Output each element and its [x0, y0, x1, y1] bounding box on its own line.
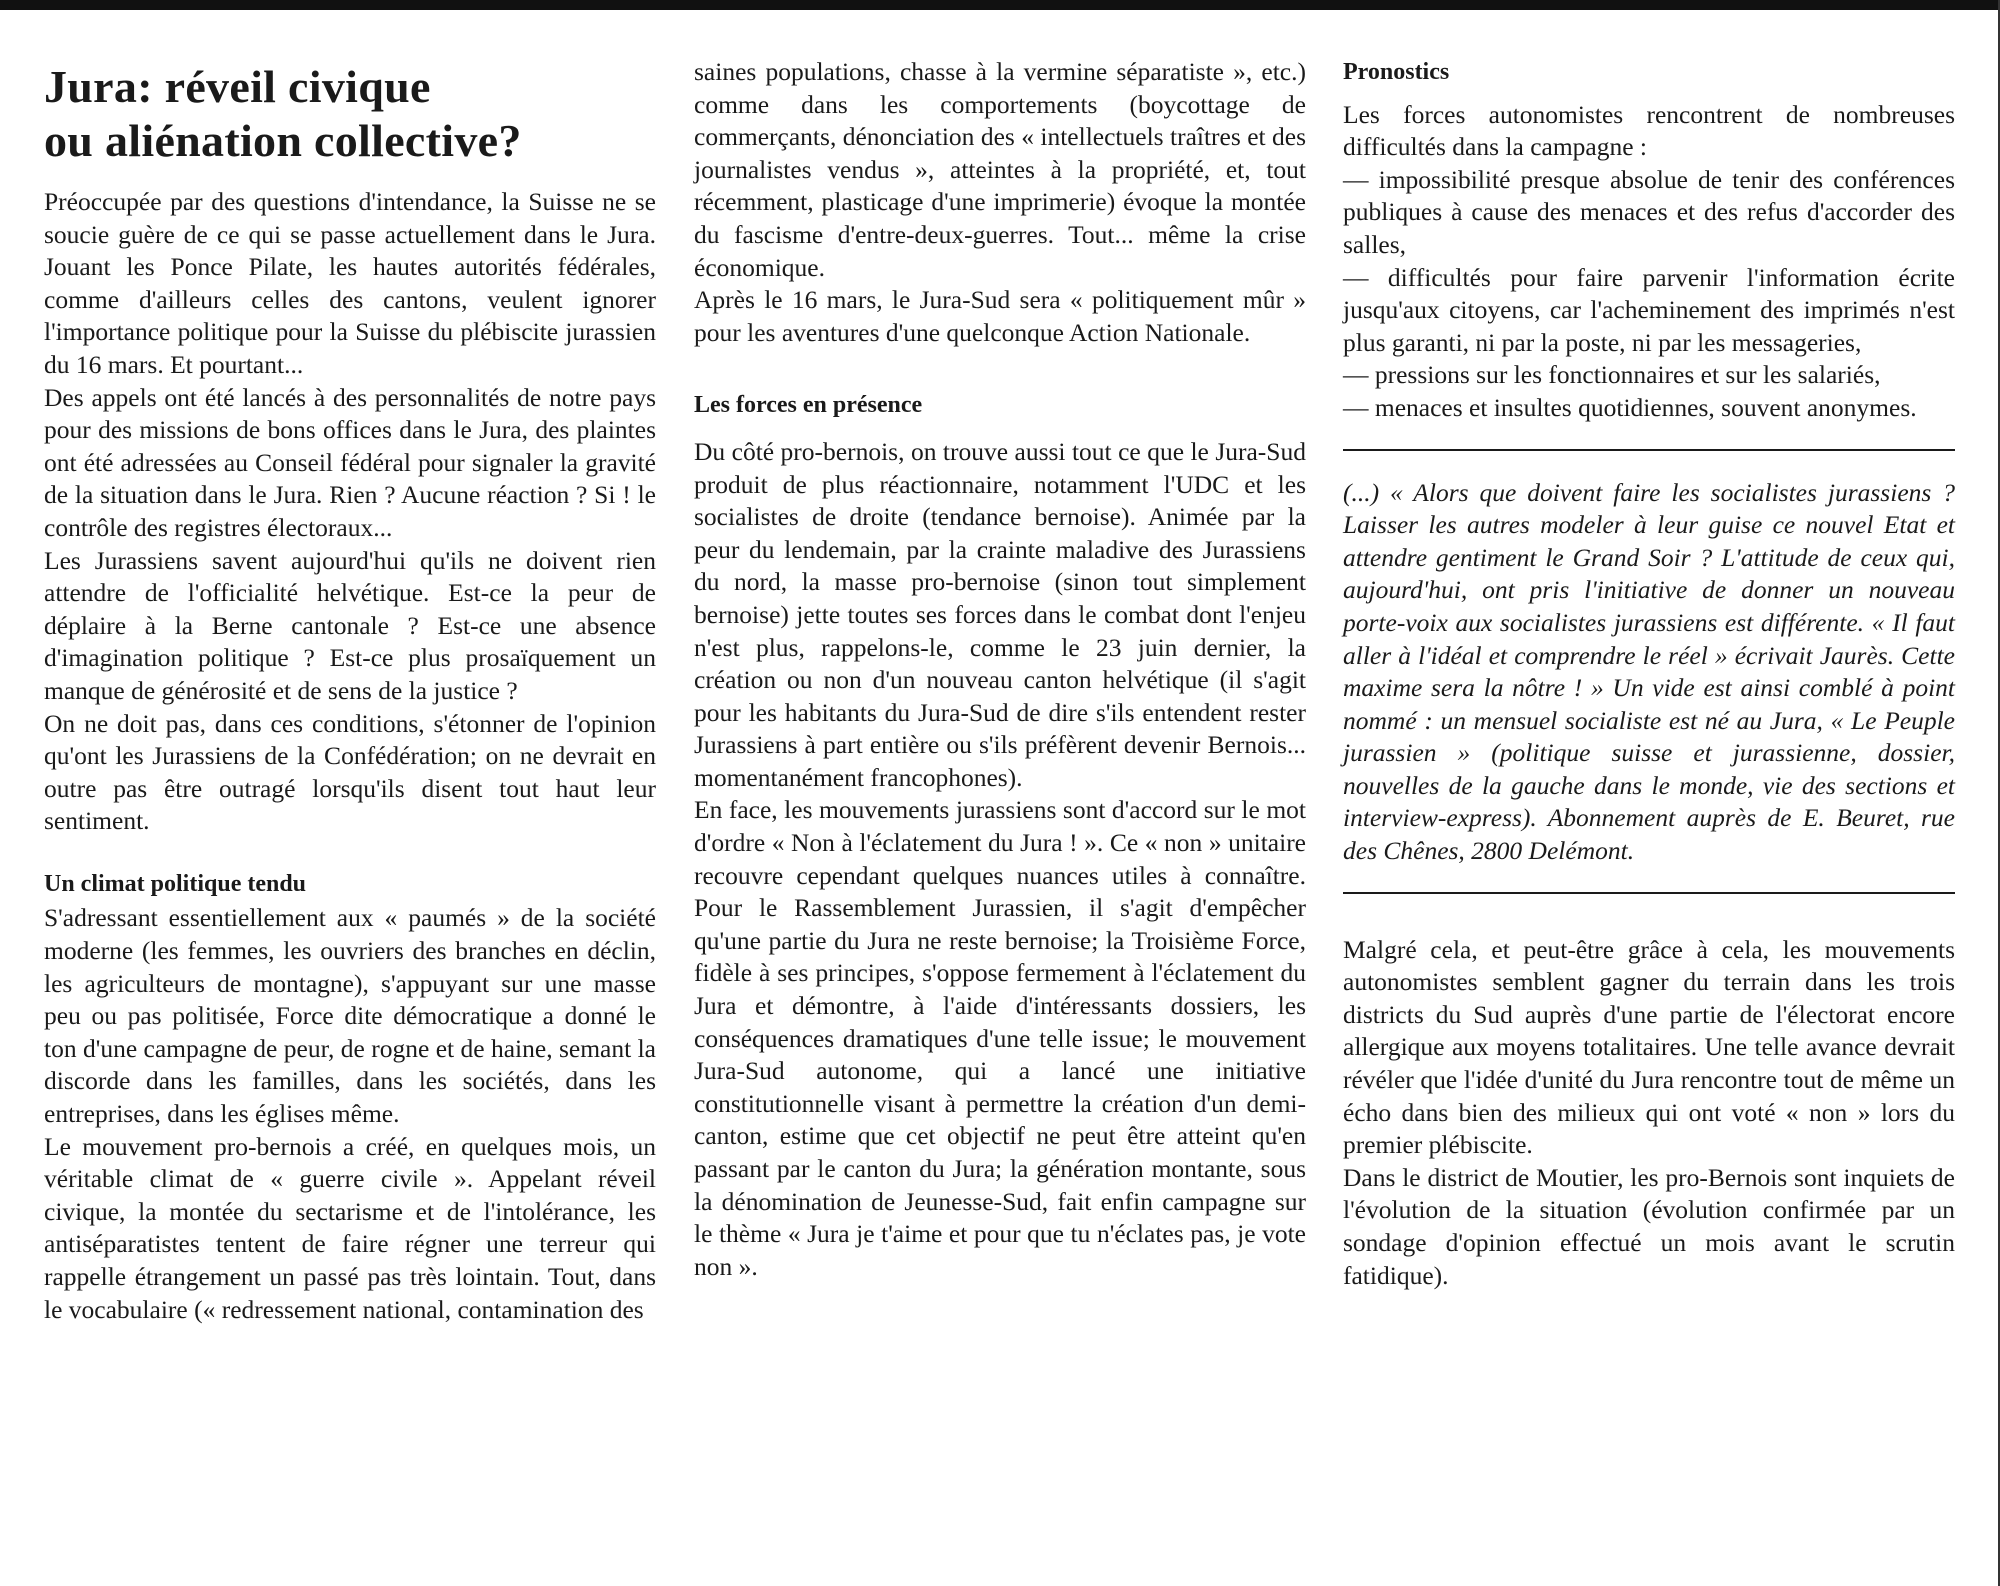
quote-text: (...) « Alors que doivent faire les socialistes jurassiens ? Laisser les autres modeler à leur guise ce nouvel Etat et attendre gentiment le Grand Soir ? L'attitude de ceux qui, aujourd'hui, ont pris l'initiative de donner un nouveau porte-voix aux socialistes jurassiens est différente. « Il faut aller à l'idéal et comprendre le réel » écrivait Jaurès. Cette maxime sera la nôtre ! » Un vide est ainsi comblé à point nommé : un mensuel socialiste est né au Jura, « Le Peuple jurassien » (politique suisse et jurassienne, dossier, nouvelles de la gauche dans le monde, vie des sections et interview-express). Abonnement auprès de E. Beuret, rue des Chênes, 2800 Delémont.: [1343, 477, 1955, 866]
section-heading: Pronostics: [1343, 59, 1450, 85]
paragraph: Malgré cela, et peut-être grâce à cela, les mouvements autonomistes semblent gagner du terrain dans les trois districts du Sud auprès d'une partie de l'électorat encore allergique aux moyens totalitaires. Une telle avance devrait révéler que l'idée d'unité du Jura rencontre tout de même un écho dans bien des milieux qui ont voté « non » lors du premier plébiscite.: [1343, 934, 1955, 1160]
paragraph: saines populations, chasse à la vermine séparatiste », etc.) comme dans les comportements (boycottage de commerçants, dénonciation des « intellectuels traîtres et des journalistes vendus », atteintes à la propriété, et, tout récemment, plasticage d'une imprimerie) évoque la montée du fascisme d'entre-deux-guerres. Tout... même la crise économique.: [694, 57, 1306, 282]
paragraph: Le mouvement pro-bernois a créé, en quelques mois, un véritable climat de « guerre civile ». Appelant réveil civique, la montée du sectarisme et de l'intolérance, les antiséparatistes tentent de faire régner une terreur qui rappelle étrangement un passé pas très lointain. Tout, dans le vocabulaire (« redressement national, contamination des: [44, 1131, 656, 1324]
paragraph: On ne doit pas, dans ces conditions, s'étonner de l'opinion qu'ont les Jurassiens de la Confédération; on ne devrait en outre pas être outragé lorsqu'ils disent tout haut leur sentiment.: [44, 708, 656, 836]
article-headline: [44, 60, 656, 168]
section-heading: Les forces en présence: [694, 392, 923, 419]
headline-line-1: Jura: réveil civique: [44, 61, 431, 112]
paragraph: Les forces autonomistes rencontrent de nombreuses difficultés dans la campagne :: [1343, 99, 1955, 162]
box-divider: [1343, 892, 1955, 894]
quote-box: [1343, 477, 1955, 868]
paragraph: Du côté pro-bernois, on trouve aussi tout ce que le Jura-Sud produit de plus réactionnaire, notamment l'UDC et les socialistes de droite (tendance bernoise). Animée par la peur du lendemain, par la crainte maladive des Jurassiens du nord, la masse pro-bernoise (sinon tout simplement bernoise) jette toutes ses forces dans le combat dont l'enjeu n'est plus, rappelons-le, comme le 23 juin dernier, la création ou non d'un nouveau canton helvétique (il s'agit pour les habitants du Jura-Sud de dire s'ils entendent rester Jurassiens à part entière ou s'ils préfèrent devenir Bernois... momentanément francophones).: [694, 436, 1306, 792]
paragraph: Après le 16 mars, le Jura-Sud sera « politiquement mûr » pour les aventures d'une quelconque Action Nationale.: [694, 285, 1306, 347]
top-rule: [0, 0, 2000, 10]
list-item: — impossibilité presque absolue de tenir des conférences publiques à cause des menaces et des refus d'accorder des salles,: [1343, 164, 1955, 259]
list-item: — difficultés pour faire parvenir l'information écrite jusqu'aux citoyens, car l'acheminement des imprimés n'est plus garanti, ni par la poste, ni par les messageries,: [1343, 262, 1955, 357]
headline-line-2: ou aliénation collective?: [44, 115, 522, 166]
column-2: [694, 56, 1306, 1283]
column-1: [44, 54, 656, 1326]
column-3: [1343, 56, 1955, 1292]
list-item: — pressions sur les fonctionnaires et sur les salariés,: [1343, 360, 1881, 390]
paragraph: Dans le district de Moutier, les pro-Bernois sont inquiets de l'évolution de la situation (évolution confirmée par un sondage d'opinion effectué un mois avant le scrutin fatidique).: [1343, 1162, 1955, 1290]
paragraph: En face, les mouvements jurassiens sont d'accord sur le mot d'ordre « Non à l'éclatement du Jura ! ». Ce « non » unitaire recouvre cependant quelques nuances utiles à connaître. Pour le Rassemblement Jurassien, il s'agit d'empêcher qu'une partie du Jura ne reste bernoise; la Troisième Force, fidèle à ses principes, s'oppose fermement à l'éclatement du Jura et démontre, à l'aide d'intéressants dossiers, les conséquences dramatiques d'une telle issue; le mouvement Jura-Sud autonome, qui a lancé une initiative constitutionnelle visant à permettre la création d'un demi-canton, estime que cet objectif ne peut être atteint qu'en passant par le canton du Jura; la génération montante, sous la dénomination de Jeunesse-Sud, fait enfin campagne sur le thème « Jura je t'aime et pour que tu n'éclates pas, je vote non ».: [694, 795, 1306, 1281]
paragraph: Préoccupée par des questions d'intendance, la Suisse ne se soucie guère de ce qui se passe actuellement dans le Jura. Jouant les Ponce Pilate, les hautes autorités fédérales, comme d'ailleurs celles des cantons, veulent ignorer l'importance politique pour la Suisse du plébiscite jurassien du 16 mars. Et pourtant...: [44, 187, 656, 379]
list-item: — menaces et insultes quotidiennes, souvent anonymes.: [1343, 392, 1917, 422]
box-divider: [1343, 449, 1955, 451]
section-heading: Un climat politique tendu: [44, 870, 307, 897]
paragraph: Des appels ont été lancés à des personnalités de notre pays pour des missions de bons offices dans le Jura, des plaintes ont été adressées au Conseil fédéral pour signaler la gravité de la situation dans le Jura. Rien ? Aucune réaction ? Si ! le contrôle des registres électoraux...: [44, 382, 656, 542]
paragraph: Les Jurassiens savent aujourd'hui qu'ils ne doivent rien attendre de l'officialité helvétique. Est-ce la peur de déplaire à la Berne cantonale ? Est-ce une absence d'imagination politique ? Est-ce plus prosaïquement un manque de générosité et de sens de la justice ?: [44, 545, 656, 705]
paragraph: S'adressant essentiellement aux « paumés » de la société moderne (les femmes, les ouvriers des branches en déclin, les agriculteurs de montagne), s'appuyant sur une masse peu ou pas politisée, Force dite démocratique a donné le ton d'une campagne de peur, de rogne et de haine, semant la discorde dans les familles, dans les sociétés, dans les entreprises, dans les églises même.: [44, 903, 656, 1129]
